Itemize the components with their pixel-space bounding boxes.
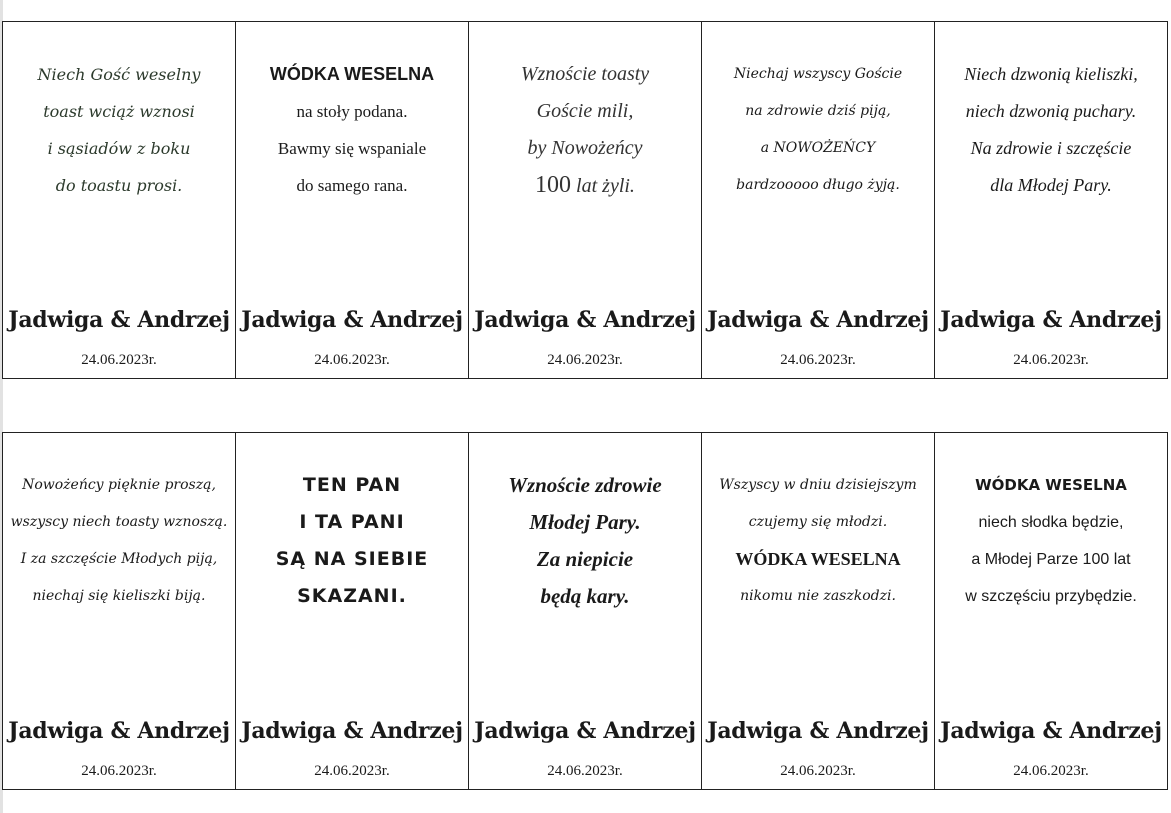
verse-line: na zdrowie dziś piją, xyxy=(745,103,891,119)
verse-line: i sąsiadów z boku xyxy=(47,139,191,158)
verse-line: niechaj się kieliszki biją. xyxy=(32,588,206,604)
couple-names: Jadwiga & Andrzej xyxy=(474,718,696,744)
label-verse xyxy=(706,56,930,204)
verse-line: SĄ NA SIEBIE xyxy=(275,548,429,570)
vodka-label xyxy=(3,22,236,378)
label-verse xyxy=(240,467,464,615)
label-verse xyxy=(240,56,464,204)
verse-line: w szczęściu przybędzie. xyxy=(965,588,1137,605)
wedding-date: 24.06.2023r. xyxy=(81,763,157,779)
verse-line: dla Młodej Pary. xyxy=(990,175,1112,195)
verse-title: WÓDKA WESELNA xyxy=(269,64,435,84)
verse-line: na stoły podana. xyxy=(296,102,408,121)
verse-title: WÓDKA WESELNA xyxy=(735,549,901,569)
verse-line: Niech dzwonią kieliszki, xyxy=(964,64,1138,84)
verse-line: toast wciąż wznosi xyxy=(43,102,195,121)
verse-line: nikomu nie zaszkodzi. xyxy=(740,588,896,604)
verse-line: Wznoście toasty xyxy=(520,63,650,85)
verse-title: WÓDKA WESELNA xyxy=(975,476,1127,494)
couple-names: Jadwiga & Andrzej xyxy=(707,718,929,744)
vodka-label xyxy=(236,433,469,789)
verse-line: Goście mili, xyxy=(536,100,634,122)
verse-line: niech słodka będzie, xyxy=(978,514,1124,531)
couple-names: Jadwiga & Andrzej xyxy=(940,307,1162,333)
vodka-label xyxy=(469,433,702,789)
vodka-label xyxy=(935,22,1167,378)
label-row-bottom xyxy=(2,432,1168,790)
verse-line: Za niepicie xyxy=(536,547,634,571)
couple-names: Jadwiga & Andrzej xyxy=(8,718,230,744)
verse-line: Bawmy się wspaniale xyxy=(277,139,427,158)
wedding-date: 24.06.2023r. xyxy=(1013,352,1089,368)
label-verse xyxy=(706,467,930,615)
vodka-label xyxy=(3,433,236,789)
couple-names: Jadwiga & Andrzej xyxy=(474,307,696,333)
wedding-date: 24.06.2023r. xyxy=(81,352,157,368)
wedding-date: 24.06.2023r. xyxy=(314,352,390,368)
wedding-date: 24.06.2023r. xyxy=(780,352,856,368)
vodka-label xyxy=(702,22,935,378)
wedding-date: 24.06.2023r. xyxy=(1013,763,1089,779)
verse-line: Niechaj wszyscy Goście xyxy=(733,66,903,82)
wedding-date: 24.06.2023r. xyxy=(314,763,390,779)
wedding-date: 24.06.2023r. xyxy=(547,763,623,779)
label-row-top xyxy=(2,21,1168,379)
wedding-date: 24.06.2023r. xyxy=(780,763,856,779)
verse-line: a Młodej Parze 100 lat xyxy=(971,551,1131,568)
verse-line: do samego rana. xyxy=(296,176,408,195)
verse-line: Niech Gość weselny xyxy=(37,65,201,84)
verse-number: 100 xyxy=(535,172,572,198)
verse-line: Wszyscy w dniu dzisiejszym xyxy=(719,477,917,493)
verse-line: do toastu prosi. xyxy=(55,176,183,195)
verse-text: lat żyli. xyxy=(576,175,635,197)
verse-line: niech dzwonią puchary. xyxy=(965,101,1137,121)
verse-line: czujemy się młodzi. xyxy=(748,514,888,530)
verse-line: I za szczęście Młodych piją, xyxy=(20,551,218,567)
verse-line: bardzooooo długo żyją. xyxy=(736,177,900,193)
vodka-label xyxy=(236,22,469,378)
verse-line: Nowożeńcy pięknie proszą, xyxy=(22,477,216,493)
couple-names: Jadwiga & Andrzej xyxy=(940,718,1162,744)
verse-line: wszyscy niech toasty wznoszą. xyxy=(10,514,228,530)
verse-line: Wznoście zdrowie xyxy=(508,473,662,497)
verse-line: Młodej Pary. xyxy=(529,510,641,534)
label-verse xyxy=(939,467,1163,615)
vodka-label xyxy=(935,433,1167,789)
verse-line: I TA PANI xyxy=(299,511,405,533)
verse-line: SKAZANI. xyxy=(297,585,407,607)
vodka-label xyxy=(702,433,935,789)
vodka-label xyxy=(469,22,702,378)
verse-line: Na zdrowie i szczęście xyxy=(970,138,1132,158)
verse-line xyxy=(473,167,697,205)
label-verse xyxy=(473,467,697,615)
couple-names: Jadwiga & Andrzej xyxy=(8,307,230,333)
verse-line: będą kary. xyxy=(540,584,630,608)
couple-names: Jadwiga & Andrzej xyxy=(707,307,929,333)
label-verse xyxy=(7,467,231,615)
verse-line: a NOWOŻEŃCY xyxy=(760,140,876,156)
wedding-date: 24.06.2023r. xyxy=(547,352,623,368)
couple-names: Jadwiga & Andrzej xyxy=(241,718,463,744)
label-verse xyxy=(939,56,1163,204)
label-verse xyxy=(473,56,697,205)
verse-line: by Nowożeńcy xyxy=(527,137,643,159)
label-verse xyxy=(7,56,231,204)
couple-names: Jadwiga & Andrzej xyxy=(241,307,463,333)
verse-line: TEN PAN xyxy=(302,474,402,496)
